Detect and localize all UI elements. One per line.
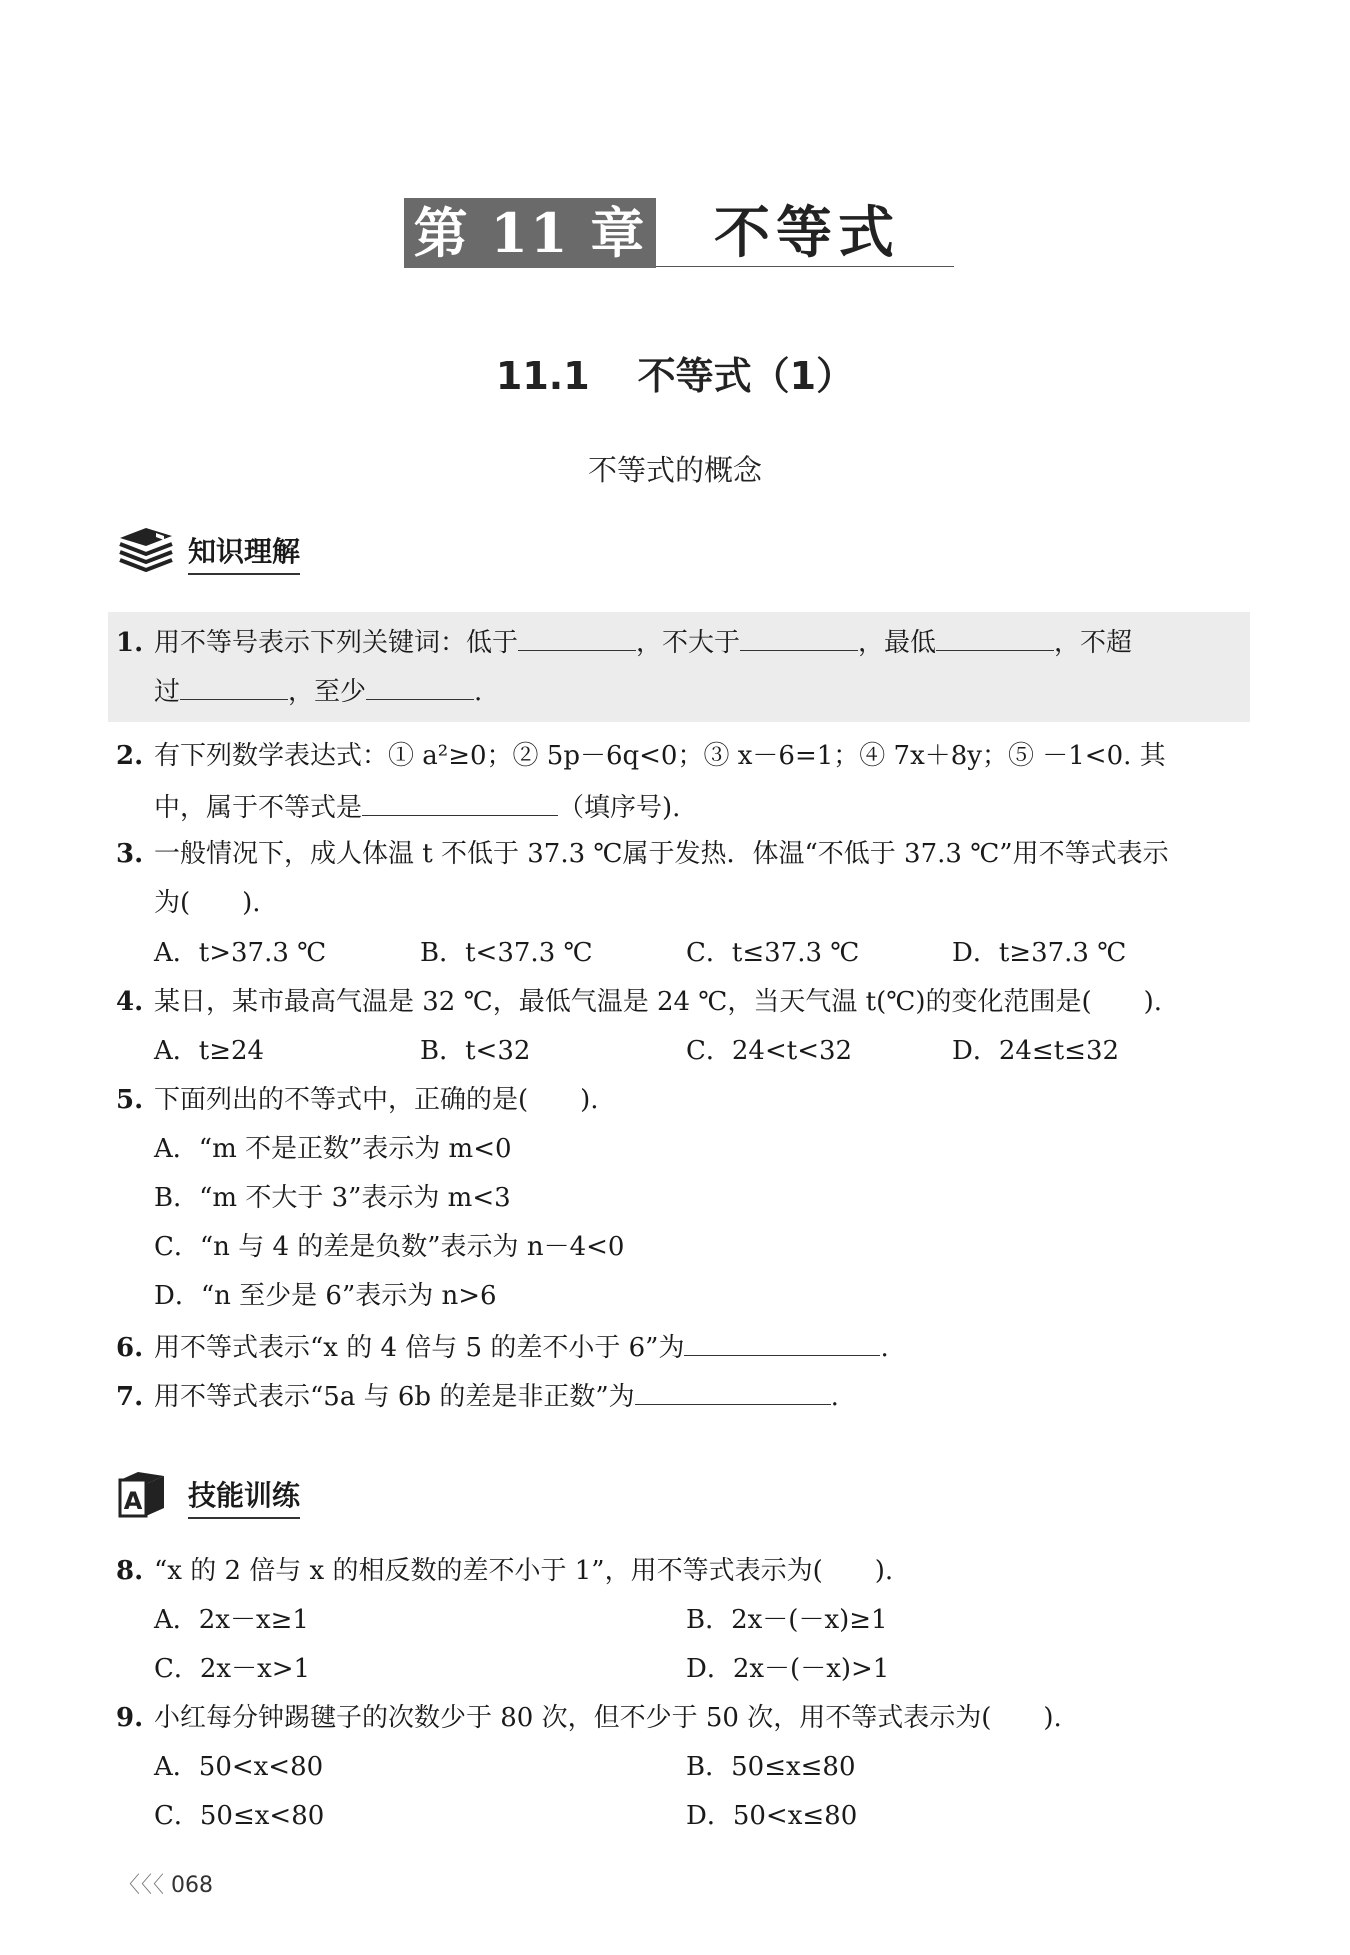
answer-blank[interactable] [518,622,636,651]
question-text: 用不等式表示“x 的 4 倍与 5 的差不小于 6”为 [154,1333,685,1363]
question-text: 一般情况下，成人体温 t 不低于 37.3 ℃属于发热．体温“不低于 37.3 ℃”用不等式表示 [154,839,1169,869]
question-number: 4. [116,987,144,1017]
option-d[interactable]: D．t≥37.3 ℃ [952,938,1127,968]
answer-blank[interactable] [936,622,1054,651]
page-footer [118,1868,213,1899]
question-text: 某日，某市最高气温是 32 ℃，最低气温是 24 ℃，当天气温 t(℃)的变化范围是( ). [154,987,1163,1017]
section-title [0,345,1350,400]
option-b[interactable]: B．t<37.3 ℃ [420,938,593,968]
answer-blank[interactable] [366,671,474,700]
option-a[interactable]: A．t>37.3 ℃ [154,938,327,968]
chapter-underline [656,266,954,267]
question-7 [116,1376,839,1415]
question-number: 8. [116,1556,144,1586]
question-2-continued [154,787,680,826]
chapter-number: 第 11 章 [404,198,656,268]
option-d[interactable]: D．2x－(－x)>1 [686,1654,890,1684]
answer-blank[interactable] [635,1376,831,1405]
question-text: . [474,677,483,707]
question-text: 用不等式表示“5a 与 6b 的差是非正数”为 [154,1382,635,1412]
option-c[interactable]: C．24<t<32 [686,1036,853,1066]
question-4 [116,984,1162,1020]
option-c[interactable]: C．“n 与 4 的差是负数”表示为 n－4<0 [154,1232,625,1262]
question-2 [116,738,1166,774]
letter-a-cube-icon [116,1468,168,1524]
question-text: （填序号). [558,793,681,823]
question-text: 用不等号表示下列关键词：低于 [154,628,519,658]
chapter-header [404,198,954,270]
answer-blank[interactable] [740,622,858,651]
answer-blank[interactable] [180,671,288,700]
question-text: . [830,1382,839,1412]
question-5 [116,1082,599,1118]
question-3 [116,836,1169,872]
subsection-title: 不等式的概念 [587,453,762,487]
question-number: 2. [116,741,144,771]
section-number: 11.1 [495,354,590,398]
part-label-knowledge: 知识理解 [188,530,300,575]
option-a[interactable]: A．2x－x≥1 [154,1605,309,1635]
question-text: ，最低 [858,628,937,658]
question-8 [116,1553,893,1589]
section-name: 不等式（1） [637,354,855,398]
part-label-skills: 技能训练 [188,1474,300,1519]
option-c[interactable]: C．2x－x>1 [154,1654,311,1684]
question-1-continued [154,671,482,710]
svg-text:A: A [123,1487,143,1515]
question-text: 过 [154,677,181,707]
question-9 [116,1700,1062,1736]
question-text: ，不超 [1054,628,1133,658]
option-a[interactable]: A．“m 不是正数”表示为 m<0 [154,1134,512,1164]
option-c[interactable]: C．t≤37.3 ℃ [686,938,860,968]
question-text: “x 的 2 倍与 x 的相反数的差不小于 1”，用不等式表示为( ). [154,1556,894,1586]
question-number: 5. [116,1085,144,1115]
option-d[interactable]: D．“n 至少是 6”表示为 n>6 [154,1281,497,1311]
question-text: ，至少 [288,677,367,707]
question-text: 小红每分钟踢毽子的次数少于 80 次，但不少于 50 次，用不等式表示为( ). [154,1703,1062,1733]
answer-blank[interactable] [684,1327,880,1356]
question-text: 有下列数学表达式：① a²≥0；② 5p－6q<0；③ x－6=1；④ 7x＋8y；⑤ －1<0. 其 [154,741,1166,771]
question-text: . [880,1333,889,1363]
option-b[interactable]: B．“m 不大于 3”表示为 m<3 [154,1183,511,1213]
page-number: 068 [171,1873,214,1898]
chevron-left-icon: 〈〈〈 [118,1873,166,1898]
question-number: 6. [116,1333,144,1363]
option-d[interactable]: D．24≤t≤32 [952,1036,1120,1066]
answer-blank[interactable] [362,787,558,816]
question-text: 中，属于不等式是 [154,793,363,823]
question-text: 下面列出的不等式中，正确的是( ). [154,1085,599,1115]
option-b[interactable]: B．t<32 [420,1036,531,1066]
chapter-title: 不等式 [714,200,900,266]
option-a[interactable]: A．t≥24 [154,1036,265,1066]
question-3-continued: 为( ). [154,888,261,918]
question-number: 1. [116,628,144,658]
book-stack-icon [116,524,176,576]
option-b[interactable]: B．50≤x≤80 [686,1752,856,1782]
option-b[interactable]: B．2x－(－x)≥1 [686,1605,888,1635]
question-number: 9. [116,1703,144,1733]
question-number: 3. [116,839,144,869]
option-a[interactable]: A．50<x<80 [154,1752,324,1782]
question-1 [116,622,1132,661]
option-c[interactable]: C．50≤x<80 [154,1801,325,1831]
option-d[interactable]: D．50<x≤80 [686,1801,858,1831]
question-text: ，不大于 [636,628,741,658]
question-number: 7. [116,1382,144,1412]
question-6 [116,1327,889,1366]
